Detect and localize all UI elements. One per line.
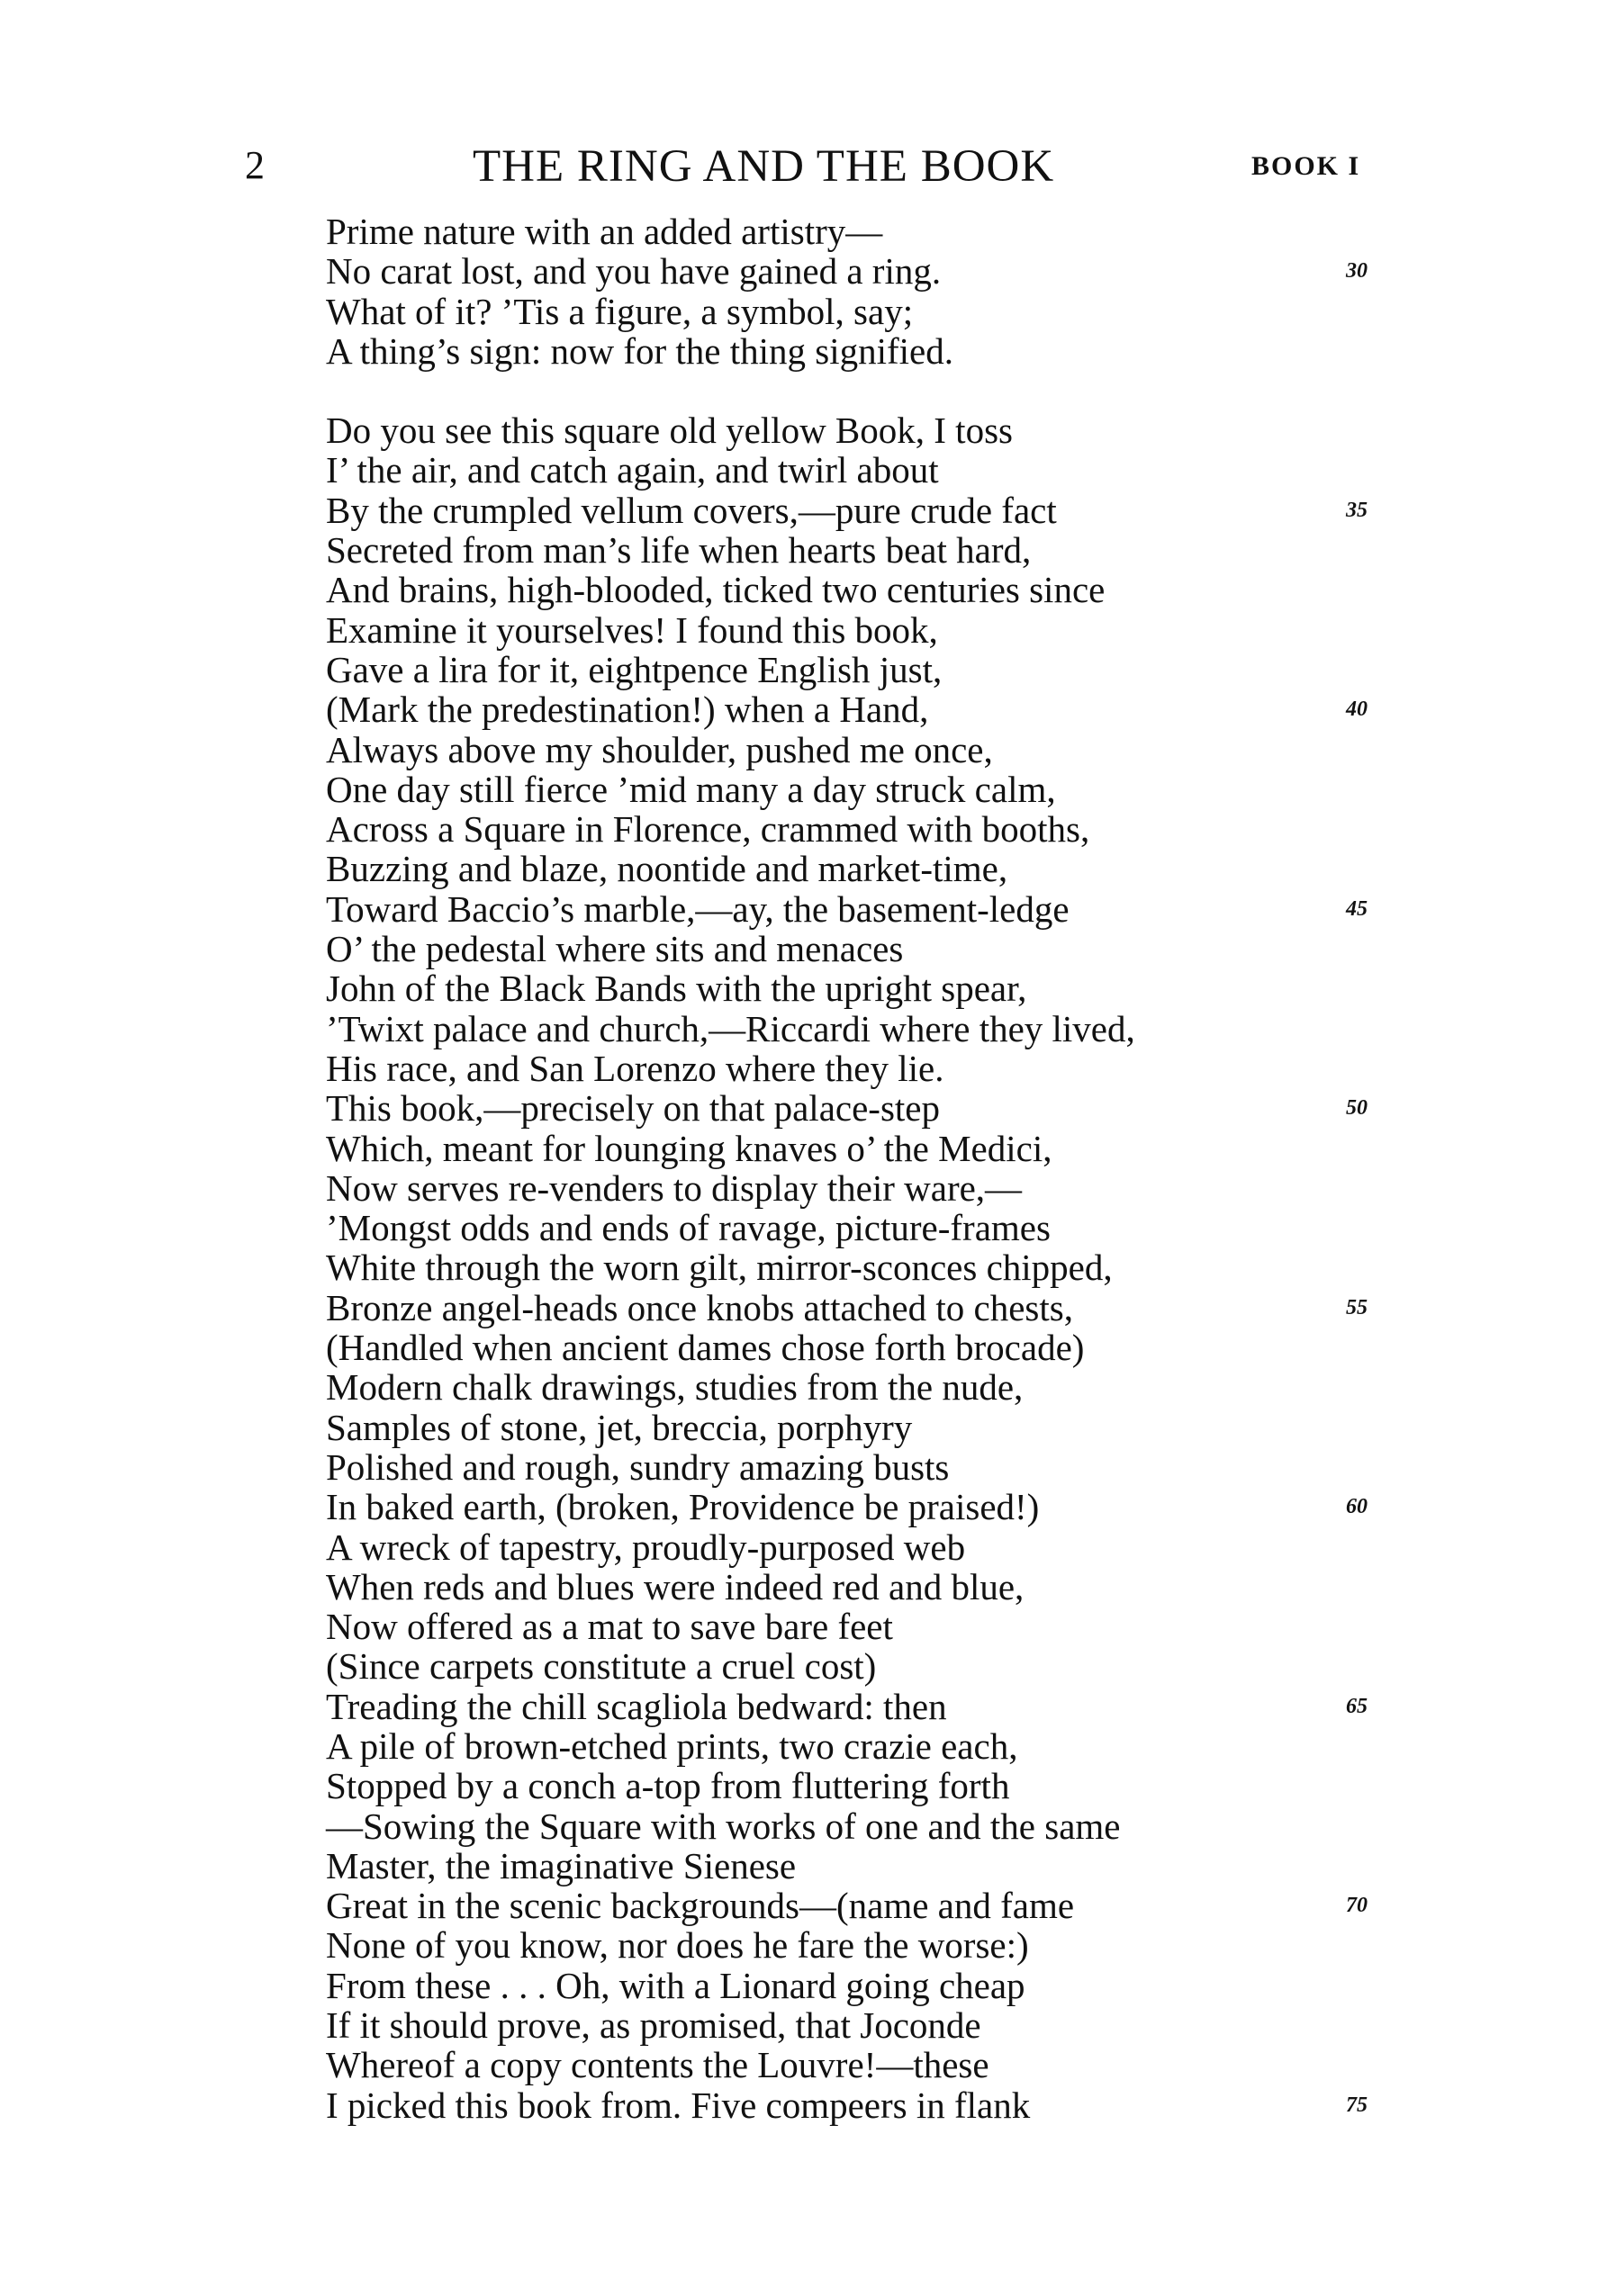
poem-line-text: None of you know, nor does he fare the worse:) bbox=[326, 1924, 1029, 1967]
poem-line-text: (Since carpets constitute a cruel cost) bbox=[326, 1645, 877, 1688]
poem-line bbox=[326, 331, 1406, 371]
poem-line-text: If it should prove, as promised, that Joconde bbox=[326, 2004, 981, 2047]
poem-line-text: Do you see this square old yellow Book, I toss bbox=[326, 410, 1013, 452]
poem-line-text: A wreck of tapestry, proudly-purposed web bbox=[326, 1526, 966, 1568]
poem-line bbox=[326, 1088, 1406, 1128]
poem-line-text: White through the worn gilt, mirror-sconces chipped, bbox=[326, 1247, 1113, 1289]
poem-line-text: No carat lost, and you have gained a ring. bbox=[326, 250, 942, 293]
line-number: 65 bbox=[1346, 1694, 1368, 1718]
poem-line-text: —Sowing the Square with works of one and the same bbox=[326, 1805, 1121, 1847]
line-number: 40 bbox=[1346, 698, 1368, 722]
line-number: 30 bbox=[1346, 259, 1368, 284]
poem-line bbox=[326, 1487, 1406, 1526]
poem-line bbox=[326, 1766, 1406, 1805]
poem-line bbox=[326, 1049, 1406, 1088]
poem-line-text: Modern chalk drawings, studies from the nude, bbox=[326, 1366, 1024, 1409]
poem-line-text: Stopped by a conch a-top from fluttering forth bbox=[326, 1765, 1010, 1807]
poem-line-text: Now offered as a mat to save bare feet bbox=[326, 1606, 893, 1648]
poem-line-text: A thing’s sign: now for the thing signified. bbox=[326, 329, 953, 372]
poem-line bbox=[326, 1687, 1406, 1726]
poem-line bbox=[326, 1806, 1406, 1846]
poem-line-text: Treading the chill scagliola bedward: then bbox=[326, 1685, 947, 1727]
page-header bbox=[0, 142, 1616, 196]
line-number: 60 bbox=[1346, 1495, 1368, 1519]
poem-line-text: And brains, high-blooded, ticked two centuries since bbox=[326, 569, 1106, 611]
line-number: 75 bbox=[1346, 2093, 1368, 2117]
poem-line bbox=[326, 2045, 1406, 2084]
stanza-break bbox=[326, 371, 1406, 410]
poem-line bbox=[326, 1009, 1406, 1049]
poem-line-text: ’Twixt palace and church,—Riccardi where they lived, bbox=[326, 1007, 1135, 1049]
poem-line-text: His race, and San Lorenzo where they lie. bbox=[326, 1047, 944, 1089]
poem-line-text: Whereof a copy contents the Louvre!—these bbox=[326, 2044, 989, 2086]
poem-line-text: One day still fierce ’mid many a day struck calm, bbox=[326, 768, 1056, 810]
poem-line-text: Samples of stone, jet, breccia, porphyry bbox=[326, 1406, 913, 1448]
poem-line bbox=[326, 450, 1406, 490]
poem-line-text: What of it? ’Tis a figure, a symbol, say; bbox=[326, 290, 914, 332]
poem-line bbox=[326, 849, 1406, 888]
poem-line-text: Bronze angel-heads once knobs attached to chests, bbox=[326, 1286, 1073, 1328]
poem-line bbox=[326, 1447, 1406, 1487]
poem-line bbox=[326, 1846, 1406, 1886]
poem-line bbox=[326, 809, 1406, 849]
poem-line bbox=[326, 1129, 1406, 1168]
poem-line bbox=[326, 1925, 1406, 1965]
poem-line bbox=[326, 530, 1406, 570]
poem-line-text: By the crumpled vellum covers,—pure crude fact bbox=[326, 489, 1057, 531]
running-title: THE RING AND THE BOOK bbox=[473, 141, 1055, 192]
poem-line bbox=[326, 610, 1406, 650]
poem-line-text: ’Mongst odds and ends of ravage, picture-frames bbox=[326, 1207, 1051, 1249]
poem-line-text: Across a Square in Florence, crammed with booths, bbox=[326, 808, 1090, 851]
poem-line bbox=[326, 1247, 1406, 1287]
poem-line bbox=[326, 1607, 1406, 1646]
line-number: 45 bbox=[1346, 896, 1368, 921]
poem-line bbox=[326, 292, 1406, 331]
poem-line-text: Prime nature with an added artistry— bbox=[326, 211, 883, 252]
poem-line-text: Secreted from man’s life when hearts beat hard, bbox=[326, 529, 1032, 572]
poem-line bbox=[326, 410, 1406, 450]
line-number: 70 bbox=[1346, 1894, 1368, 1918]
poem-line bbox=[326, 929, 1406, 968]
poem-line-text: A pile of brown-etched prints, two crazie each, bbox=[326, 1724, 1018, 1767]
poem-line bbox=[326, 730, 1406, 770]
poem-body bbox=[326, 212, 1406, 2125]
poem-line bbox=[326, 1408, 1406, 1447]
poem-line-text: Buzzing and blaze, noontide and market-time, bbox=[326, 848, 1008, 890]
poem-line-text: Which, meant for lounging knaves o’ the Medici, bbox=[326, 1127, 1052, 1169]
poem-line-text: I’ the air, and catch again, and twirl about bbox=[326, 449, 939, 491]
poem-line bbox=[326, 1726, 1406, 1766]
poem-line bbox=[326, 1886, 1406, 1925]
page-number: 2 bbox=[245, 143, 265, 187]
poem-line bbox=[326, 1966, 1406, 2005]
line-number: 50 bbox=[1346, 1096, 1368, 1121]
poem-line bbox=[326, 889, 1406, 929]
poem-line bbox=[326, 570, 1406, 609]
poem-line-text: In baked earth, (broken, Providence be praised!) bbox=[326, 1486, 1040, 1528]
poem-line-text: Polished and rough, sundry amazing busts bbox=[326, 1445, 950, 1488]
poem-line bbox=[326, 2005, 1406, 2045]
poem-line bbox=[326, 1208, 1406, 1247]
poem-line-text: From these . . . Oh, with a Lionard going cheap bbox=[326, 1964, 1025, 2006]
poem-line bbox=[326, 770, 1406, 809]
poem-line bbox=[326, 968, 1406, 1008]
book-label: BOOK I bbox=[1251, 151, 1361, 181]
poem-line bbox=[326, 1328, 1406, 1367]
poem-line-text: John of the Black Bands with the upright spear, bbox=[326, 968, 1027, 1010]
poem-line-text: (Mark the predestination!) when a Hand, bbox=[326, 689, 929, 731]
poem-line-text: (Handled when ancient dames chose forth brocade) bbox=[326, 1327, 1085, 1369]
poem-line-text: O’ the pedestal where sits and menaces bbox=[326, 928, 904, 970]
poem-line bbox=[326, 251, 1406, 291]
poem-line-text: Gave a lira for it, eightpence English just, bbox=[326, 648, 943, 690]
line-number: 35 bbox=[1346, 498, 1368, 522]
poem-line bbox=[326, 1367, 1406, 1407]
poem-line-text: Always above my shoulder, pushed me once, bbox=[326, 728, 993, 770]
poem-line bbox=[326, 2085, 1406, 2125]
poem-line bbox=[326, 689, 1406, 729]
poem-line bbox=[326, 650, 1406, 689]
poem-line bbox=[326, 1288, 1406, 1328]
poem-line-text: When reds and blues were indeed red and blue, bbox=[326, 1565, 1025, 1607]
poem-line bbox=[326, 1527, 1406, 1567]
poem-line bbox=[326, 1168, 1406, 1208]
poem-line-text: Toward Baccio’s marble,—ay, the basement-ledge bbox=[326, 887, 1070, 930]
poem-line bbox=[326, 491, 1406, 530]
poem-line-text: I picked this book from. Five compeers in flank bbox=[326, 2084, 1031, 2126]
poem-line bbox=[326, 212, 1406, 251]
poem-line bbox=[326, 1567, 1406, 1607]
poem-line-text: Examine it yourselves! I found this book, bbox=[326, 608, 938, 651]
poem-line-text: This book,—precisely on that palace-step bbox=[326, 1087, 940, 1130]
poem-line-text: Master, the imaginative Sienese bbox=[326, 1844, 797, 1886]
line-number: 55 bbox=[1346, 1295, 1368, 1319]
poem-line-text: Great in the scenic backgrounds—(name and fame bbox=[326, 1885, 1075, 1927]
poem-line bbox=[326, 1646, 1406, 1686]
poem-line-text: Now serves re-venders to display their ware,— bbox=[326, 1166, 1023, 1209]
